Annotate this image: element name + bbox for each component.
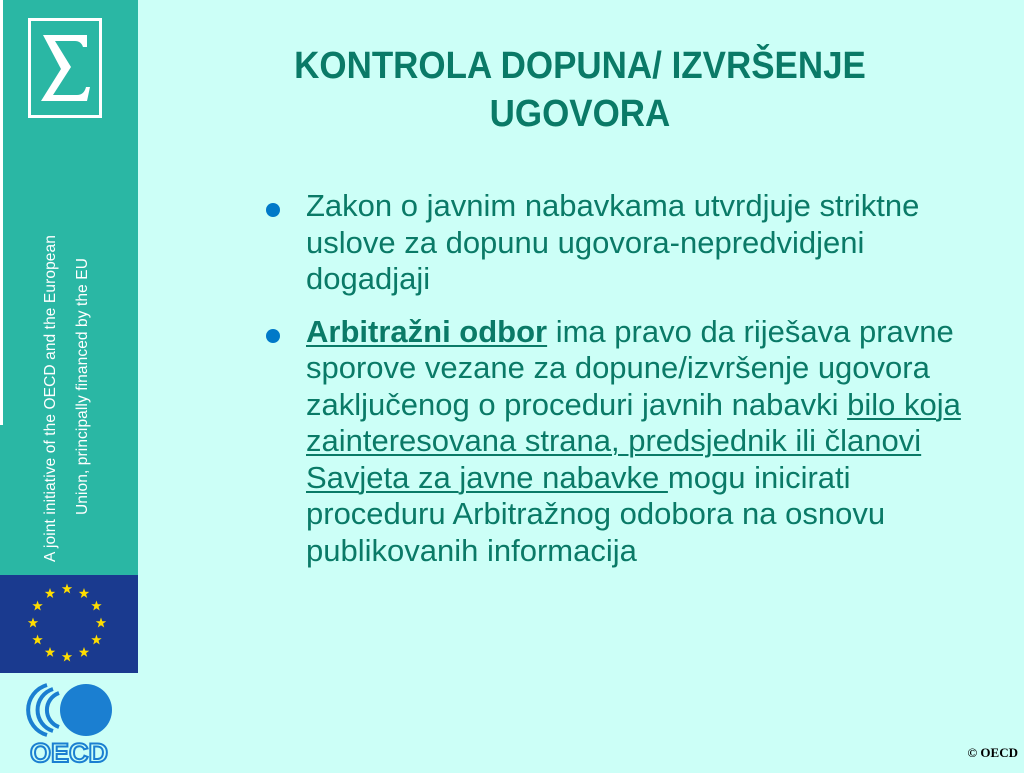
eu-star-icon xyxy=(62,652,72,662)
bullet-text: ima pravo da riješava pravne sporove vezane za dopune/izvršenje ugovora zaključenog o proceduri javnih nabavki xyxy=(306,313,954,422)
sigma-icon xyxy=(28,18,102,118)
eu-star-icon xyxy=(79,588,89,598)
eu-star-icon xyxy=(32,601,42,611)
sidebar-edge xyxy=(0,0,3,425)
eu-star-icon xyxy=(28,618,38,628)
sidebar xyxy=(0,0,138,768)
financing-text: Union, principally financed by the EU xyxy=(74,257,91,515)
slide-title-line-1: KONTROLA DOPUNA/ IZVRŠENJE xyxy=(294,45,866,87)
eu-star-icon xyxy=(45,647,55,657)
eu-flag-icon xyxy=(0,575,138,673)
slide-title-line-2: UGOVORA xyxy=(489,93,671,135)
eu-star-icon xyxy=(32,635,42,645)
bullet-dot-icon xyxy=(266,203,280,217)
eu-star-icon xyxy=(91,635,101,645)
copyright-notice: © OECD xyxy=(967,745,1018,760)
eu-star-icon xyxy=(96,618,106,628)
arbitration-board-link[interactable]: Arbitražni odbor xyxy=(306,313,548,349)
bullet-list xyxy=(262,188,982,585)
eu-star-icon xyxy=(91,601,101,611)
interested-parties-link[interactable]: bilo koja zainteresovana strana, predsjednik ili članovi Savjeta za javne nabavke xyxy=(306,386,961,495)
bullet-text: Zakon o javnim nabavkama utvrdjuje striktne uslove za dopunu ugovora-nepredvidjeni dogadjaji xyxy=(306,188,920,296)
bullet-text-end: mogu inicirati proceduru Arbitražnog odobora na osnovu publikovanih informacija xyxy=(306,459,886,568)
initiative-text: A joint initiative of the OECD and the European xyxy=(42,235,59,562)
oecd-logo-text: OECD xyxy=(29,738,109,768)
slide-title xyxy=(203,42,957,138)
eu-star-icon xyxy=(79,647,89,657)
bullet-item xyxy=(262,188,982,298)
bullet-item xyxy=(262,314,982,570)
oecd-logo xyxy=(0,673,138,768)
bullet-dot-icon xyxy=(266,329,280,343)
eu-star-icon xyxy=(45,588,55,598)
eu-star-icon xyxy=(62,584,72,594)
